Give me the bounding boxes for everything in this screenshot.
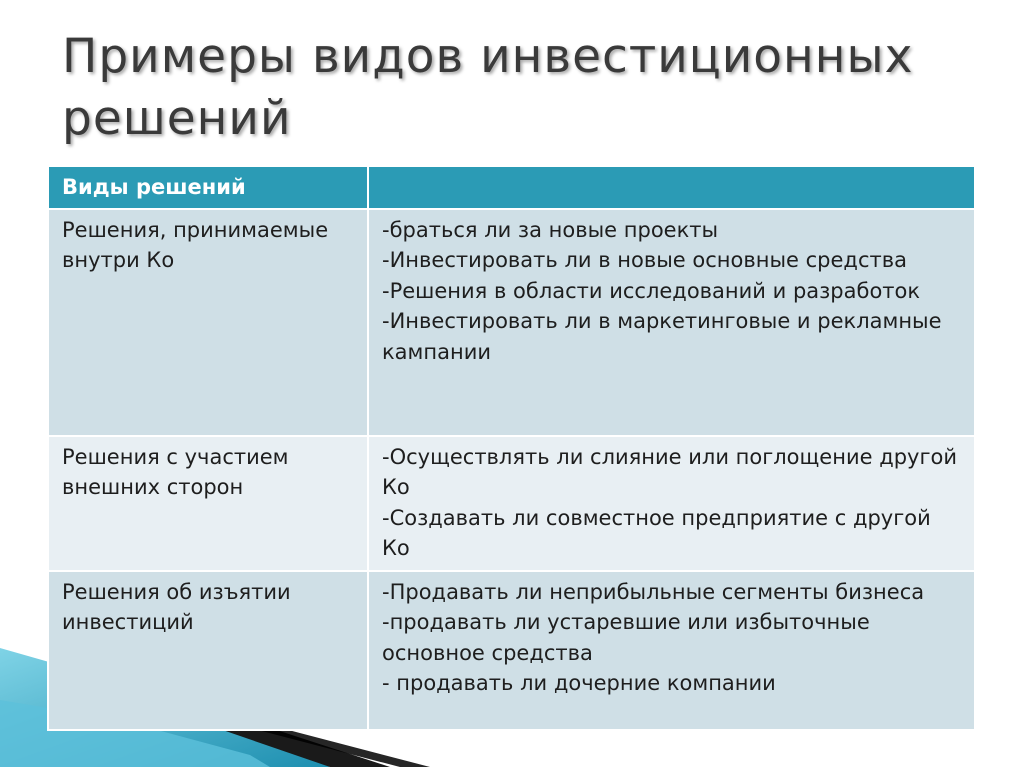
row-items [368, 571, 975, 730]
table-header-row [48, 166, 975, 209]
row-items [368, 209, 975, 436]
row-label: Решения, принимаемые внутри Ко [48, 209, 368, 436]
row-item: -продавать ли устаревшие или избыточные основное средства [382, 610, 870, 665]
table-row [48, 209, 975, 436]
row-item: -Создавать ли совместное предприятие с другой Ко [382, 505, 931, 560]
row-item: -Инвестировать ли в новые основные средства [382, 248, 907, 272]
header-cell-types: Виды решений [48, 166, 368, 209]
row-label: Решения с участием внешних сторон [48, 436, 368, 571]
row-item: - продавать ли дочерние компании [382, 671, 776, 695]
row-item: -Осуществлять ли слияние или поглощение другой Ко [382, 444, 957, 499]
row-item: -Продавать ли неприбыльные сегменты бизнеса [382, 579, 925, 604]
table-row [48, 571, 975, 730]
header-cell-empty [368, 166, 975, 209]
table-row [48, 436, 975, 571]
decision-types-table [47, 165, 976, 731]
slide-title: Примеры видов инвестиционных решений [62, 29, 914, 146]
row-items [368, 436, 975, 571]
row-item: -браться ли за новые проекты [382, 217, 719, 242]
row-label: Решения об изъятии инвестиций [48, 571, 368, 730]
row-item: -Инвестировать ли в маркетинговые и рекламные кампании [382, 309, 942, 364]
row-item: -Решения в области исследований и разработок [382, 278, 921, 303]
